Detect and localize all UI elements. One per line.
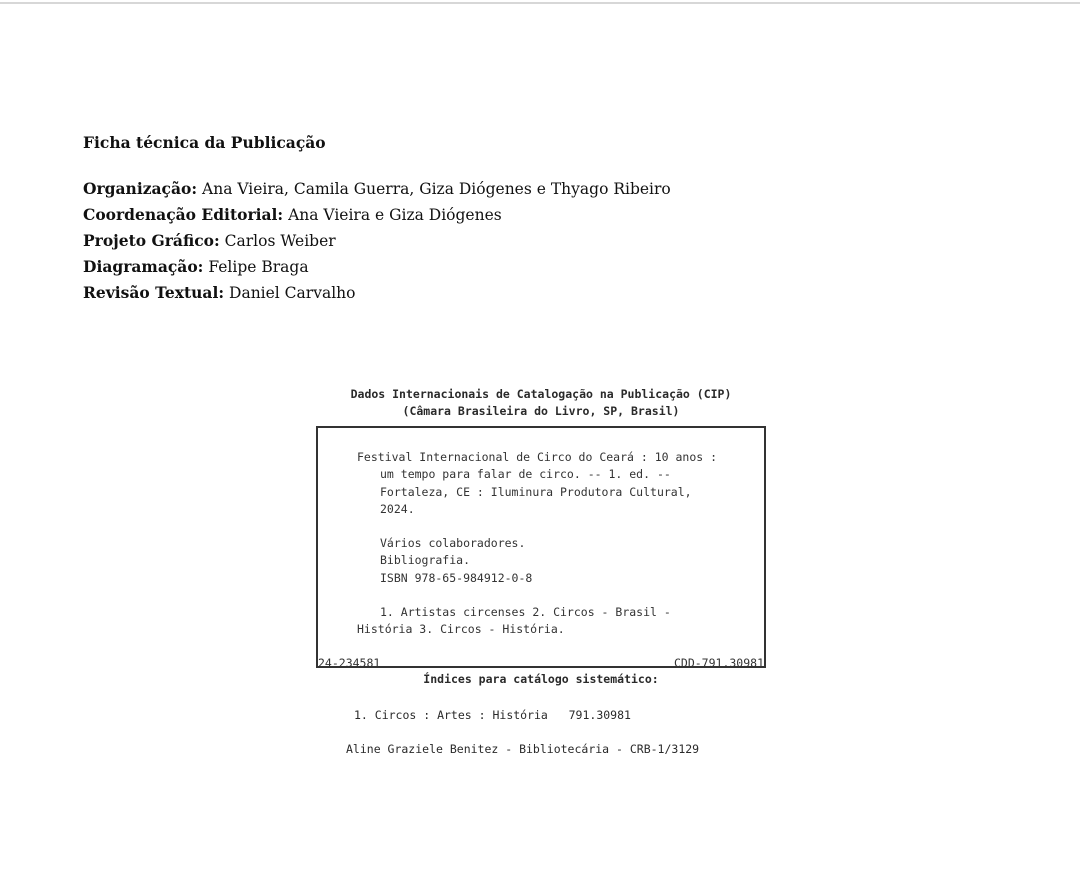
cip-note: Vários colaboradores. bbox=[380, 536, 526, 550]
cip-record-box bbox=[316, 426, 766, 668]
cip-notes-block bbox=[380, 535, 532, 587]
credit-label: Revisão Textual: bbox=[83, 283, 225, 302]
credit-row-revisao bbox=[83, 280, 671, 306]
credit-row-diagramacao bbox=[83, 254, 671, 280]
cip-isbn: ISBN 978-65-984912-0-8 bbox=[380, 570, 533, 585]
cip-title-line: 2024. bbox=[380, 501, 415, 516]
credits-heading: Ficha técnica da Publicação bbox=[83, 133, 326, 152]
cip-note: Bibliografia. bbox=[380, 553, 471, 568]
credit-row-projeto-grafico bbox=[83, 228, 671, 254]
cip-header bbox=[316, 386, 766, 420]
cip-title-line: Fortaleza, CE : Iluminura Produtora Cultural, bbox=[380, 484, 692, 499]
cip-subjects-block bbox=[357, 604, 757, 639]
credit-label: Coordenação Editorial: bbox=[83, 205, 284, 224]
cip-cdd: CDD-791.30981 bbox=[673, 656, 764, 670]
credit-value: Ana Vieira, Camila Guerra, Giza Diógenes e Thyago Ribeiro bbox=[197, 180, 671, 198]
credit-label: Diagramação: bbox=[83, 257, 204, 276]
credit-value: Carlos Weiber bbox=[219, 232, 336, 250]
credit-label: Organização: bbox=[83, 179, 198, 198]
cip-control-number: 24-234581 bbox=[318, 656, 381, 670]
cip-index-item: 1. Circos : Artes : História 791.30981 bbox=[354, 708, 631, 722]
credit-row-coordenacao bbox=[83, 202, 671, 228]
cip-title-line: Festival Internacional de Circo do Ceará : 10 anos : bbox=[357, 450, 718, 464]
credit-label: Projeto Gráfico: bbox=[83, 231, 220, 250]
cip-catalog-card bbox=[316, 386, 766, 756]
cip-title-line: um tempo para falar de circo. -- 1. ed. -- bbox=[380, 467, 671, 482]
credit-value: Daniel Carvalho bbox=[224, 284, 356, 302]
top-divider bbox=[0, 2, 1080, 4]
cip-index-heading: Índices para catálogo sistemático: bbox=[423, 672, 659, 686]
cip-title-block bbox=[357, 449, 757, 518]
credit-row-organizacao bbox=[83, 176, 671, 202]
cip-header-line2: (Câmara Brasileira do Livro, SP, Brasil) bbox=[402, 404, 680, 418]
cip-header-line1: Dados Internacionais de Catalogação na Publicação (CIP) bbox=[350, 387, 732, 401]
credit-value: Ana Vieira e Giza Diógenes bbox=[283, 206, 502, 224]
credits-section bbox=[83, 130, 671, 306]
credit-value: Felipe Braga bbox=[203, 258, 309, 276]
cip-librarian: Aline Graziele Benitez - Bibliotecária - CRB-1/3129 bbox=[346, 742, 700, 756]
cip-subject-line: 1. Artistas circenses 2. Circos - Brasil - bbox=[380, 605, 671, 619]
cip-subject-line: História 3. Circos - História. bbox=[357, 622, 565, 637]
